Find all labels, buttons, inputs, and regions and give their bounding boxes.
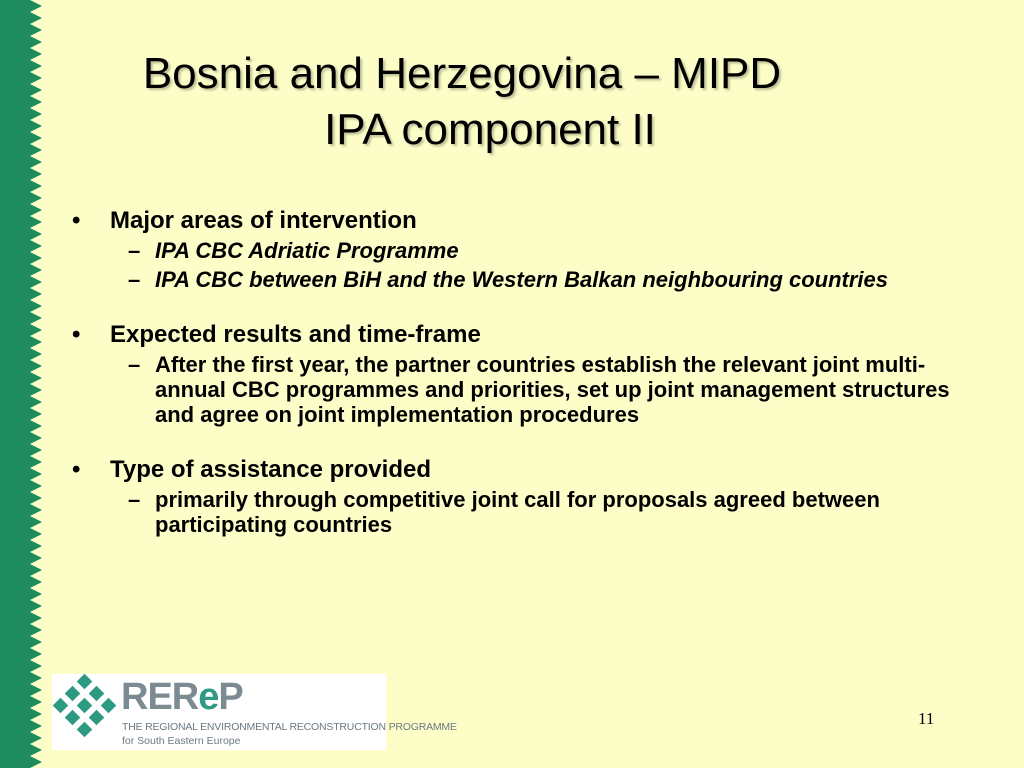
- sub-bullet-marker: –: [128, 238, 141, 263]
- sub-bullet-item: [72, 487, 992, 537]
- bullet-marker: •: [72, 456, 81, 483]
- title-line-1: Bosnia and Herzegovina – MIPD: [142, 49, 782, 98]
- sub-bullet-text: IPA CBC Adriatic Programme: [155, 238, 459, 263]
- title-line-2: IPA component II: [324, 105, 656, 154]
- diamond-grid-icon: [52, 674, 118, 750]
- bullet-marker: •: [72, 321, 81, 348]
- logo-wordmark: REReP: [121, 676, 243, 718]
- logo-subtitle-region: for South Eastern Europe: [122, 735, 241, 747]
- left-zigzag-stripe: [0, 0, 46, 768]
- logo-subtitle: THE REGIONAL ENVIRONMENTAL RECONSTRUCTION PROGRAMME: [122, 721, 457, 733]
- sub-bullet-marker: –: [128, 352, 141, 377]
- sub-bullet-text: primarily through competitive joint call for proposals agreed between participating countries: [155, 487, 880, 537]
- sub-bullet-marker: –: [128, 267, 141, 292]
- slide-title: [60, 46, 920, 158]
- sub-bullet-text: IPA CBC between BiH and the Western Balkan neighbouring countries: [155, 267, 889, 292]
- bullet-group-2: [72, 320, 992, 427]
- bullet-item: [72, 455, 992, 485]
- page-number: 11: [918, 709, 935, 728]
- sub-bullet-item: [72, 352, 992, 427]
- sub-bullet-item: [72, 238, 992, 263]
- bullet-text: Major areas of intervention: [110, 207, 417, 234]
- bullet-item: [72, 320, 992, 350]
- bullet-item: [72, 206, 992, 236]
- bullet-group-1: [72, 206, 992, 292]
- slide-content: [72, 206, 992, 565]
- bullet-group-3: [72, 455, 992, 537]
- sub-bullet-text: After the first year, the partner countries establish the relevant joint multi-annual CBC programmes and priorities, set up joint management structures and agree on joint implementation procedures: [155, 352, 950, 427]
- bullet-text: Type of assistance provided: [110, 456, 431, 483]
- bullet-marker: •: [72, 207, 81, 234]
- sub-bullet-item: [72, 267, 992, 292]
- sub-bullet-marker: –: [128, 487, 141, 512]
- bullet-text: Expected results and time-frame: [110, 321, 481, 348]
- rerep-logo: [52, 674, 457, 750]
